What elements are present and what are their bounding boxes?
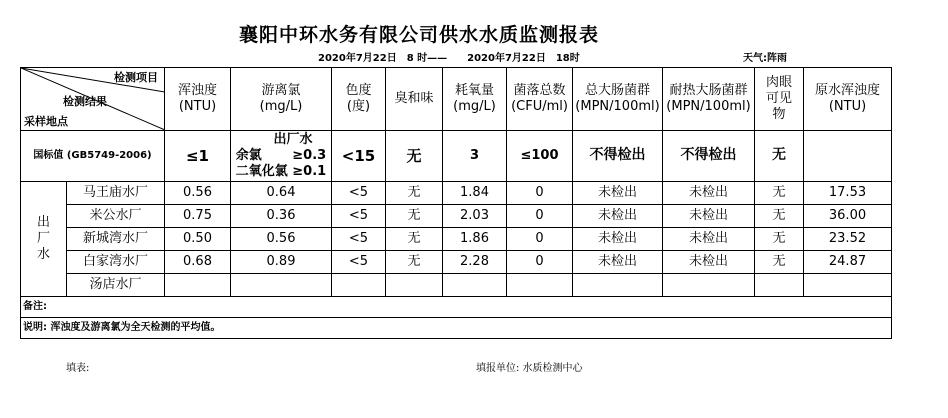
cell-turbidity: 0.50 <box>165 228 231 251</box>
cell-oxygen: 1.84 <box>443 182 507 205</box>
plant-name: 汤店水厂 <box>67 274 165 297</box>
cell-visible: 无 <box>755 251 804 274</box>
water-quality-table <box>20 67 892 339</box>
cell-visible <box>755 274 804 297</box>
col-oxygen: 耗氧量 (mg/L) <box>443 68 507 131</box>
cell-thermo-coliform: 未检出 <box>663 205 755 228</box>
std-colony: ≤100 <box>507 131 573 182</box>
group-label: 出厂水 <box>21 182 67 297</box>
remarks-row <box>21 297 892 318</box>
cell-turbidity: 0.56 <box>165 182 231 205</box>
std-turbidity: ≤1 <box>165 131 231 182</box>
cell-coliform: 未检出 <box>573 205 663 228</box>
col-visible: 肉眼可见物 <box>755 68 804 131</box>
header-row <box>21 68 892 131</box>
cell-thermo-coliform <box>663 274 755 297</box>
cell-color: <5 <box>332 182 386 205</box>
cell-oxygen: 2.03 <box>443 205 507 228</box>
cell-oxygen <box>443 274 507 297</box>
corner-result: 检测结果 <box>63 95 107 108</box>
cell-thermo-coliform: 未检出 <box>663 228 755 251</box>
cell-chlorine: 0.36 <box>231 205 332 228</box>
table-row <box>21 251 892 274</box>
cell-colony: 0 <box>507 228 573 251</box>
cell-odor: 无 <box>386 182 443 205</box>
reporting-unit: 填报单位: 水质检测中心 <box>476 363 583 374</box>
cell-color: <5 <box>332 228 386 251</box>
std-chlorine: 出厂水 余氯 ≥0.3 二氧化氯 ≥0.1 <box>231 131 332 182</box>
cell-turbidity: 0.75 <box>165 205 231 228</box>
plant-name: 米公水厂 <box>67 205 165 228</box>
cell-chlorine: 0.64 <box>231 182 332 205</box>
std-thermo-coliform: 不得检出 <box>663 131 755 182</box>
cell-raw-turbidity: 24.87 <box>804 251 892 274</box>
corner-location: 采样地点 <box>24 115 68 128</box>
plant-name: 马王庙水厂 <box>67 182 165 205</box>
corner-item: 检测项目 <box>114 71 158 84</box>
cell-raw-turbidity <box>804 274 892 297</box>
std-visible: 无 <box>755 131 804 182</box>
cell-color: <5 <box>332 251 386 274</box>
col-turbidity: 浑浊度 (NTU) <box>165 68 231 131</box>
std-raw-turbidity <box>804 131 892 182</box>
cell-chlorine <box>231 274 332 297</box>
cell-color: <5 <box>332 205 386 228</box>
table-row <box>21 205 892 228</box>
cell-oxygen: 2.28 <box>443 251 507 274</box>
filler-label: 填表: <box>66 363 90 374</box>
col-coliform: 总大肠菌群 (MPN/100ml) <box>573 68 663 131</box>
header-corner <box>21 68 165 131</box>
weather: 天气:阵雨 <box>743 53 787 64</box>
cell-chlorine: 0.89 <box>231 251 332 274</box>
cell-thermo-coliform: 未检出 <box>663 251 755 274</box>
cell-odor: 无 <box>386 251 443 274</box>
standard-row <box>21 131 892 182</box>
report-title: 襄阳中环水务有限公司供水水质监测报表 <box>238 24 599 46</box>
cell-colony <box>507 274 573 297</box>
cell-coliform: 未检出 <box>573 228 663 251</box>
cell-turbidity: 0.68 <box>165 251 231 274</box>
standard-label: 国标值 (GB5749-2006) <box>21 131 165 182</box>
table-row <box>21 182 892 205</box>
cell-colony: 0 <box>507 251 573 274</box>
std-oxygen: 3 <box>443 131 507 182</box>
date-range: 2020年7月22日 8 时—— 2020年7月22日 18时 <box>318 53 580 64</box>
table-row <box>21 228 892 251</box>
col-raw-turbidity: 原水浑浊度 (NTU) <box>804 68 892 131</box>
plant-name: 新城湾水厂 <box>67 228 165 251</box>
cell-visible: 无 <box>755 182 804 205</box>
cell-odor: 无 <box>386 228 443 251</box>
note-row <box>21 318 892 339</box>
cell-raw-turbidity: 17.53 <box>804 182 892 205</box>
cell-coliform: 未检出 <box>573 182 663 205</box>
cell-coliform: 未检出 <box>573 251 663 274</box>
cell-raw-turbidity: 23.52 <box>804 228 892 251</box>
cell-chlorine: 0.56 <box>231 228 332 251</box>
col-thermo-coliform: 耐热大肠菌群 (MPN/100ml) <box>663 68 755 131</box>
cell-visible: 无 <box>755 205 804 228</box>
remarks-label: 备注: <box>21 297 892 318</box>
cell-thermo-coliform: 未检出 <box>663 182 755 205</box>
cell-color <box>332 274 386 297</box>
col-chlorine: 游离氯 (mg/L) <box>231 68 332 131</box>
cell-raw-turbidity: 36.00 <box>804 205 892 228</box>
cell-odor: 无 <box>386 205 443 228</box>
cell-colony: 0 <box>507 205 573 228</box>
std-coliform: 不得检出 <box>573 131 663 182</box>
cell-odor <box>386 274 443 297</box>
col-colony: 菌落总数 (CFU/ml) <box>507 68 573 131</box>
std-odor: 无 <box>386 131 443 182</box>
col-odor: 臭和味 <box>386 68 443 131</box>
col-color: 色度 (度) <box>332 68 386 131</box>
cell-oxygen: 1.86 <box>443 228 507 251</box>
cell-turbidity <box>165 274 231 297</box>
std-color: <15 <box>332 131 386 182</box>
plant-name: 白家湾水厂 <box>67 251 165 274</box>
cell-coliform <box>573 274 663 297</box>
cell-colony: 0 <box>507 182 573 205</box>
note-text: 说明: 浑浊度及游离氯为全天检测的平均值。 <box>21 318 892 339</box>
cell-visible: 无 <box>755 228 804 251</box>
table-row <box>21 274 892 297</box>
